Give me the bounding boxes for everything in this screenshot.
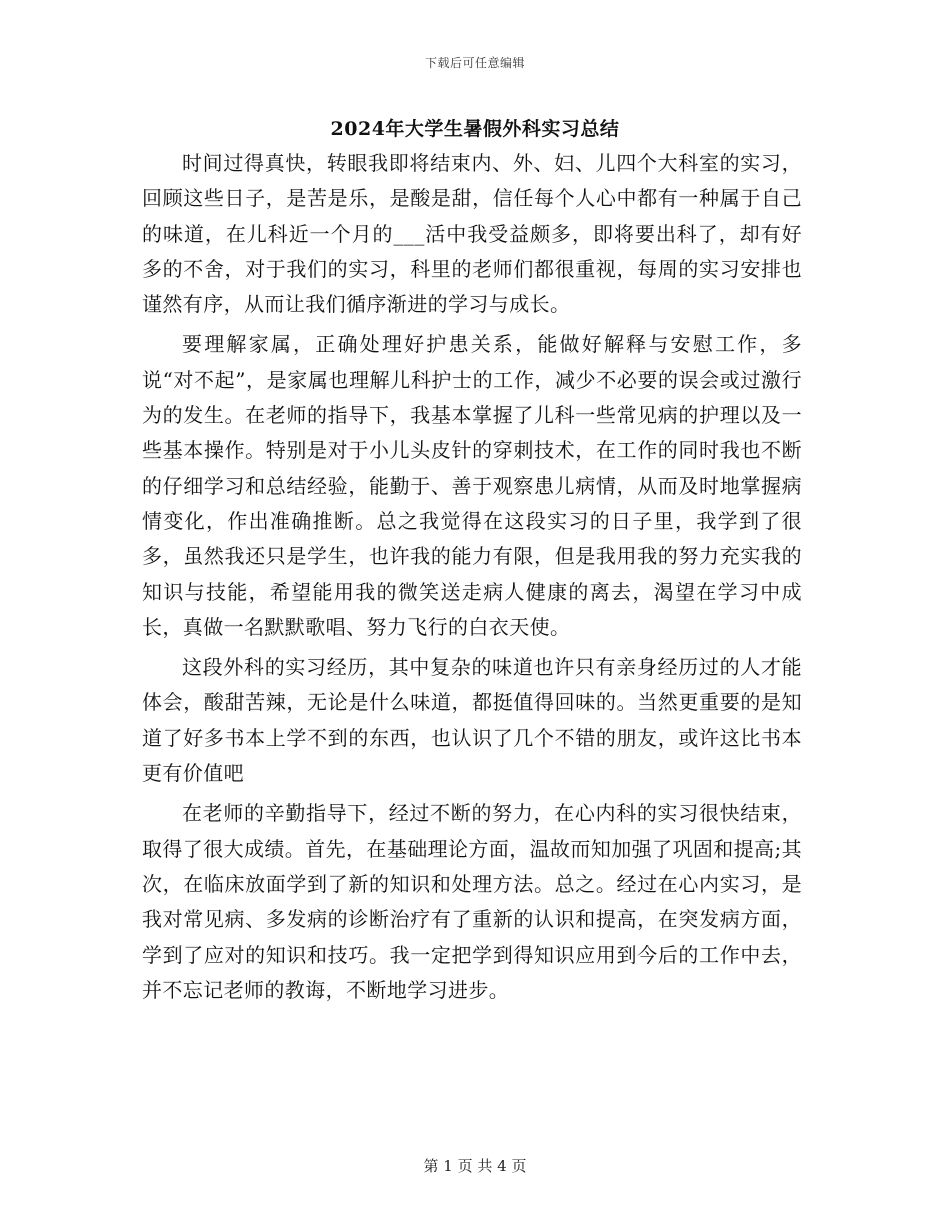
paragraph-1: 时间过得真快，转眼我即将结束内、外、妇、儿四个大科室的实习，回顾这些日子，是苦是乐，是酸是甜，信任每个人心中都有一种属于自己的味道，在儿科近一个月的___活中我受益颇多，即将要出科了，却有好多的不舍，对于我们的实习，科里的老师们都很重视，每周的实习安排也谨然有序，从而让我们循序渐进的学习与成长。 [142,151,802,317]
paragraph-3: 这段外科的实习经历，其中复杂的味道也许只有亲身经历过的人才能体会，酸甜苦辣，无论是什么味道，都挺值得回味的。当然更重要的是知道了好多书本上学不到的东西，也认识了几个不错的朋友，或许这比书本更有价值吧 [142,655,802,786]
paragraph-2: 要理解家属，正确处理好护患关系，能做好解释与安慰工作，多说“对不起”，是家属也理解儿科护士的工作，减少不必要的误会或过激行为的发生。在老师的指导下，我基本掌握了儿科一些常见病的护理以及一些基本操作。特别是对于小儿头皮针的穿刺技术，在工作的同时我也不断的仔细学习和总结经验，能勤于、善于观察患儿病情，从而及时地掌握病情变化，作出准确推断。总之我觉得在这段实习的日子里，我学到了很多，虽然我还只是学生，也许我的能力有限，但是我用我的努力充实我的知识与技能，希望能用我的微笑送走病人健康的离去，渴望在学习中成长，真做一名默默歌唱、努力飞行的白衣天使。 [142,332,802,639]
page-header-note: 下载后可任意编辑 [424,56,525,70]
paragraph-4: 在老师的辛勤指导下，经过不断的努力，在心内科的实习很快结束，取得了很大成绩。首先，在基础理论方面，温故而知加强了巩固和提高;其次，在临床放面学到了新的知识和处理方法。总之。经过在心内实习，是我对常见病、多发病的诊断治疗有了重新的认识和提高，在突发病方面，学到了应对的知识和技巧。我一定把学到得知识应用到今后的工作中去，并不忘记老师的教诲，不断地学习进步。 [142,801,802,1002]
document-title: 2024年大学生暑假外科实习总结 [330,118,620,140]
document-body [142,146,802,1008]
page-number-footer: 第 1 页 共 4 页 [423,1157,527,1175]
